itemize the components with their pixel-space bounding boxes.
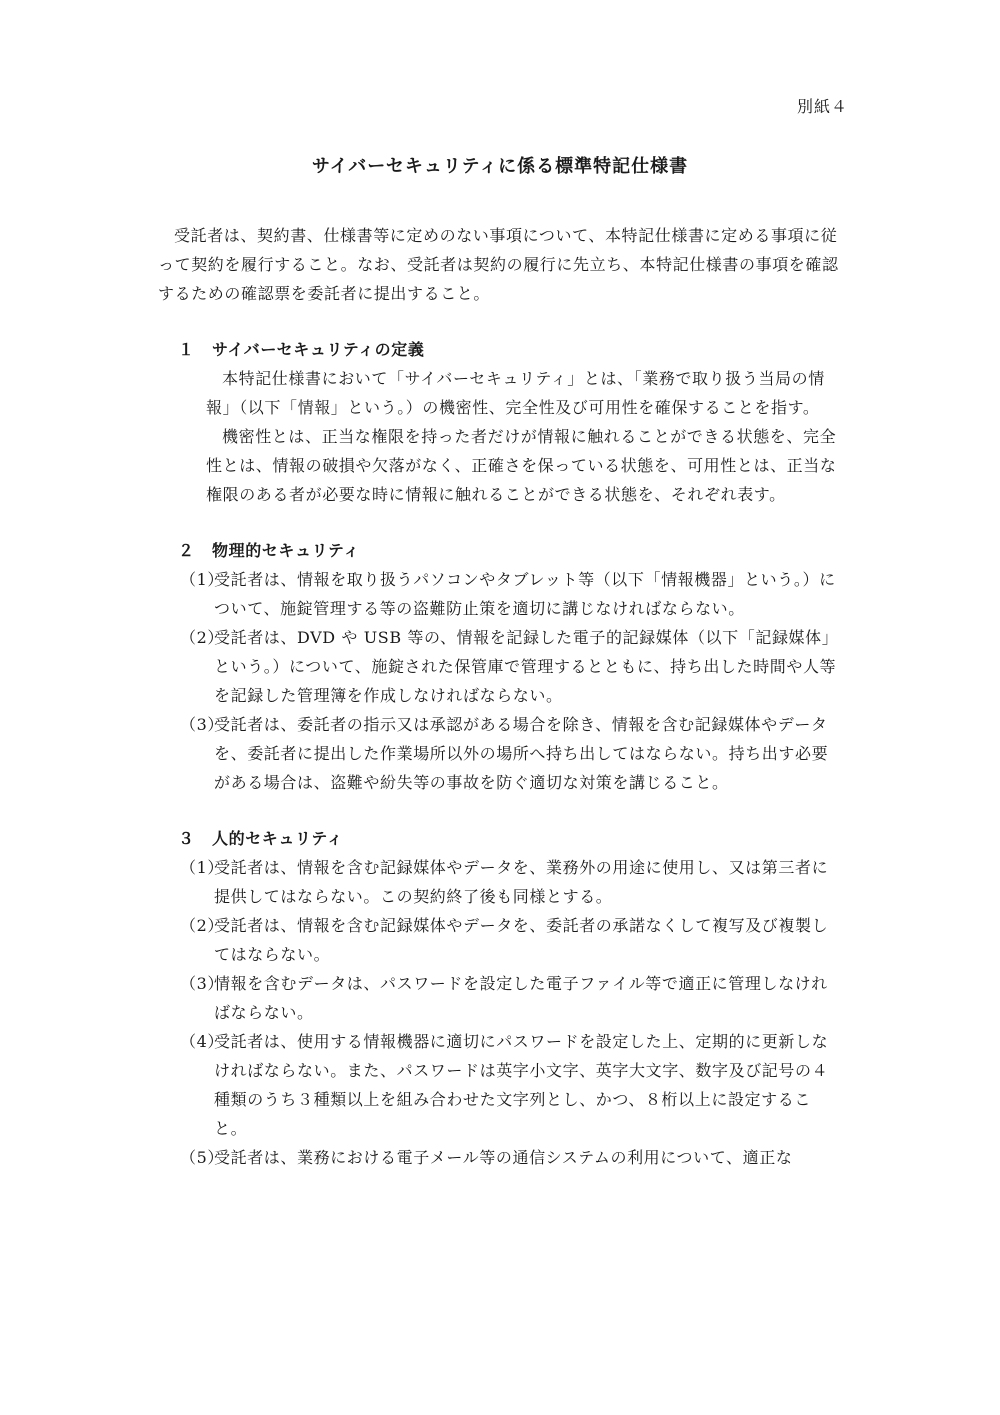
document-body [158,221,843,1172]
section-title: サイバーセキュリティの定義 [212,340,425,359]
section-physical-security [158,536,843,797]
item-number: （3） [180,715,224,734]
list-item [158,623,843,710]
list-item [158,710,843,797]
section-title: 物理的セキュリティ [212,541,360,560]
document-title: サイバーセキュリティに係る標準特記仕様書 [311,156,689,177]
section-definition [158,335,843,509]
item-text: 受託者は、業務における電子メール等の通信システムの利用について、適正な [214,1148,793,1167]
section-paragraph: 本特記仕様書において「サイバーセキュリティ」とは、「業務で取り扱う当局の情報」（以下「情報」という。）の機密性、完全性及び可用性を確保することを指す。 [206,369,825,417]
section-title: 人的セキュリティ [212,829,344,848]
list-item [158,969,843,1027]
section-heading [178,824,843,853]
item-text: 受託者は、DVD や USB 等の、情報を記録した電子的記録媒体（以下「記録媒体」という。）について、施錠された保管庫で管理するとともに、持ち出した時間や人等を記録した管理簿を作成しなければならない。 [214,628,839,705]
section-number: １ [178,340,195,359]
item-number: （5） [180,1148,224,1167]
list-item [158,565,843,623]
list-item [158,853,843,911]
item-number: （3） [180,974,224,993]
item-number: （1） [180,570,224,589]
item-text: 受託者は、使用する情報機器に適切にパスワードを設定した上、定期的に更新しなければならない。また、パスワードは英字小文字、英字大文字、数字及び記号の４種類のうち３種類以上を組み合わせた文字列とし、かつ、８桁以上に設定すること。 [214,1032,829,1138]
section-heading [178,536,843,565]
item-text: 受託者は、委託者の指示又は承認がある場合を除き、情報を含む記録媒体やデータを、委託者に提出した作業場所以外の場所へ持ち出してはならない。持ち出す必要がある場合は、盗難や紛失等の事故を防ぐ適切な対策を講じること。 [214,715,829,792]
item-number: （2） [180,628,224,647]
item-number: （1） [180,858,224,877]
item-text: 受託者は、情報を取り扱うパソコンやタブレット等（以下「情報機器」という。）について、施錠管理する等の盗難防止策を適切に講じなければならない。 [214,570,836,618]
list-item [158,911,843,969]
item-number: （4） [180,1032,224,1051]
section-human-security [158,824,843,1172]
list-item [158,1143,843,1172]
item-number: （2） [180,916,224,935]
item-text: 情報を含むデータは、パスワードを設定した電子ファイル等で適正に管理しなければならない。 [214,974,828,1022]
item-text: 受託者は、情報を含む記録媒体やデータを、業務外の用途に使用し、又は第三者に提供してはならない。この契約終了後も同様とする。 [214,858,829,906]
intro-paragraph: 受託者は、契約書、仕様書等に定めのない事項について、本特記仕様書に定める事項に従って契約を履行すること。なお、受託者は契約の履行に先立ち、本特記仕様書の事項を確認するための確認票を委託者に提出すること。 [158,226,839,303]
section-number: ３ [178,829,195,848]
list-item [158,1027,843,1143]
section-heading [178,335,843,364]
attachment-label: 別紙４ [796,97,848,116]
section-paragraph: 機密性とは、正当な権限を持った者だけが情報に触れることができる状態を、完全性とは、情報の破損や欠落がなく、正確さを保っている状態を、可用性とは、正当な権限のある者が必要な時に情報に触れることができる状態を、それぞれ表す。 [206,427,837,504]
section-number: ２ [178,541,195,560]
item-text: 受託者は、情報を含む記録媒体やデータを、委託者の承諾なくして複写及び複製してはならない。 [214,916,829,964]
